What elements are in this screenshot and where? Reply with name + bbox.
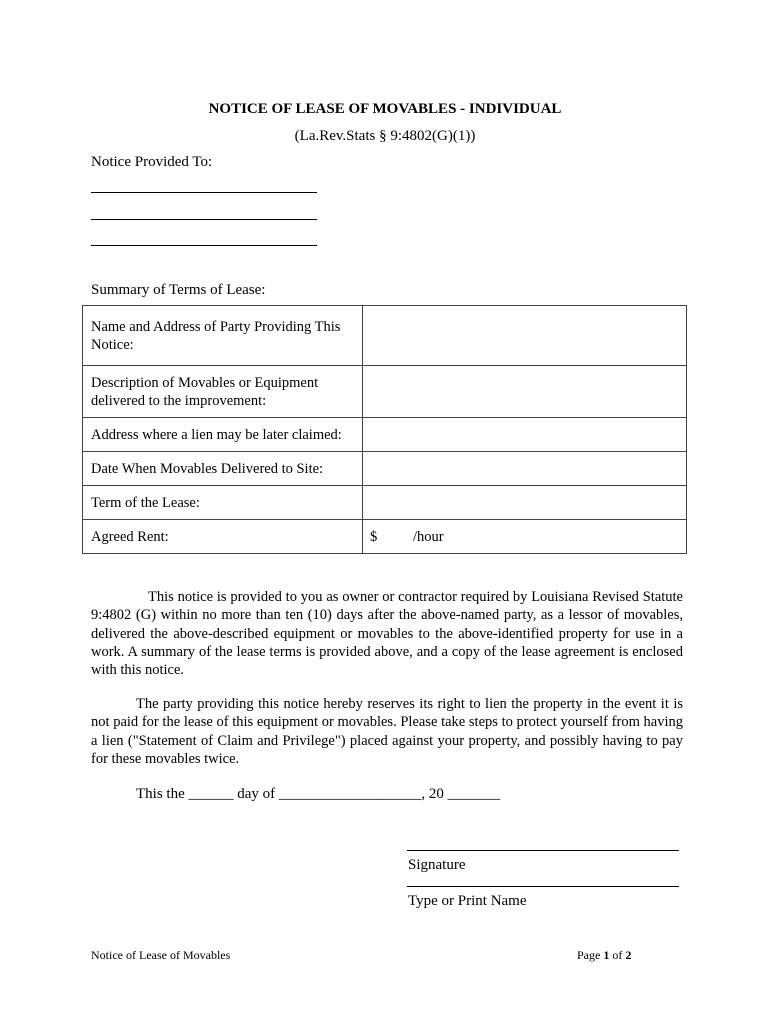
statute-citation: (La.Rev.Stats § 9:4802(G)(1)) (294, 128, 476, 144)
label-line: Name and Address of Party Providing This (91, 318, 341, 335)
currency-symbol: $ (370, 529, 378, 545)
footer-page-number (577, 948, 631, 963)
agreed-rent-label: Agreed Rent: (83, 520, 363, 554)
delivery-date-value[interactable] (363, 452, 687, 486)
print-name-label: Type or Print Name (408, 893, 527, 909)
page-prefix: Page (577, 948, 601, 962)
agreed-rent-value[interactable] (363, 520, 687, 554)
table-row (83, 306, 687, 366)
table-row (83, 452, 687, 486)
document-title: NOTICE OF LEASE OF MOVABLES - INDIVIDUAL (208, 101, 562, 117)
lease-term-value[interactable] (363, 486, 687, 520)
signature-line[interactable] (407, 850, 679, 851)
movables-description-label (83, 366, 363, 418)
lien-address-label: Address where a lien may be later claimed: (83, 418, 363, 452)
lien-reservation-paragraph: The party providing this notice hereby reserves its right to lien the property in the event it is not paid for the lease of this equipment or movables. Please take steps to protect yourself from having a lien ("Statement of Claim and Privilege") placed against your property, and possibly having to pay for these movables twice. (91, 696, 683, 767)
page-of: of (612, 948, 623, 962)
lien-address-value[interactable] (363, 418, 687, 452)
lease-term-label: Term of the Lease: (83, 486, 363, 520)
summary-heading: Summary of Terms of Lease: (91, 282, 266, 298)
notice-provided-to-label: Notice Provided To: (91, 154, 213, 170)
label-line: delivered to the improvement: (91, 392, 267, 409)
recipient-line-3[interactable] (91, 245, 317, 246)
rent-unit: /hour (413, 529, 444, 545)
recipient-line-1[interactable] (91, 192, 317, 193)
table-row (83, 366, 687, 418)
page-total: 2 (625, 948, 632, 962)
label-line: Description of Movables or Equipment (91, 374, 319, 391)
table-row (83, 418, 687, 452)
date-line[interactable]: This the ______ day of ___________________, 20 _______ (136, 786, 501, 802)
delivery-date-label: Date When Movables Delivered to Site: (83, 452, 363, 486)
print-name-line[interactable] (407, 886, 679, 887)
lease-terms-table (82, 305, 687, 554)
movables-description-value[interactable] (363, 366, 687, 418)
label-line: Notice: (91, 336, 134, 353)
footer-document-name: Notice of Lease of Movables (91, 948, 231, 962)
table-row (83, 520, 687, 554)
signature-label: Signature (408, 857, 466, 873)
party-name-address-value[interactable] (363, 306, 687, 366)
table-row (83, 486, 687, 520)
page-current: 1 (603, 948, 610, 962)
recipient-line-2[interactable] (91, 219, 317, 220)
party-name-address-label (83, 306, 363, 366)
notice-paragraph: This notice is provided to you as owner or contractor required by Louisiana Revised Statute 9:4802 (G) within no more than ten (10) days after the above-named party, as a lessor of movables, delivered the above-described equipment or movables to the above-identified property for use in a work. A summary of the lease terms is provided above, and a copy of the lease agreement is enclosed with this notice. (91, 589, 683, 679)
